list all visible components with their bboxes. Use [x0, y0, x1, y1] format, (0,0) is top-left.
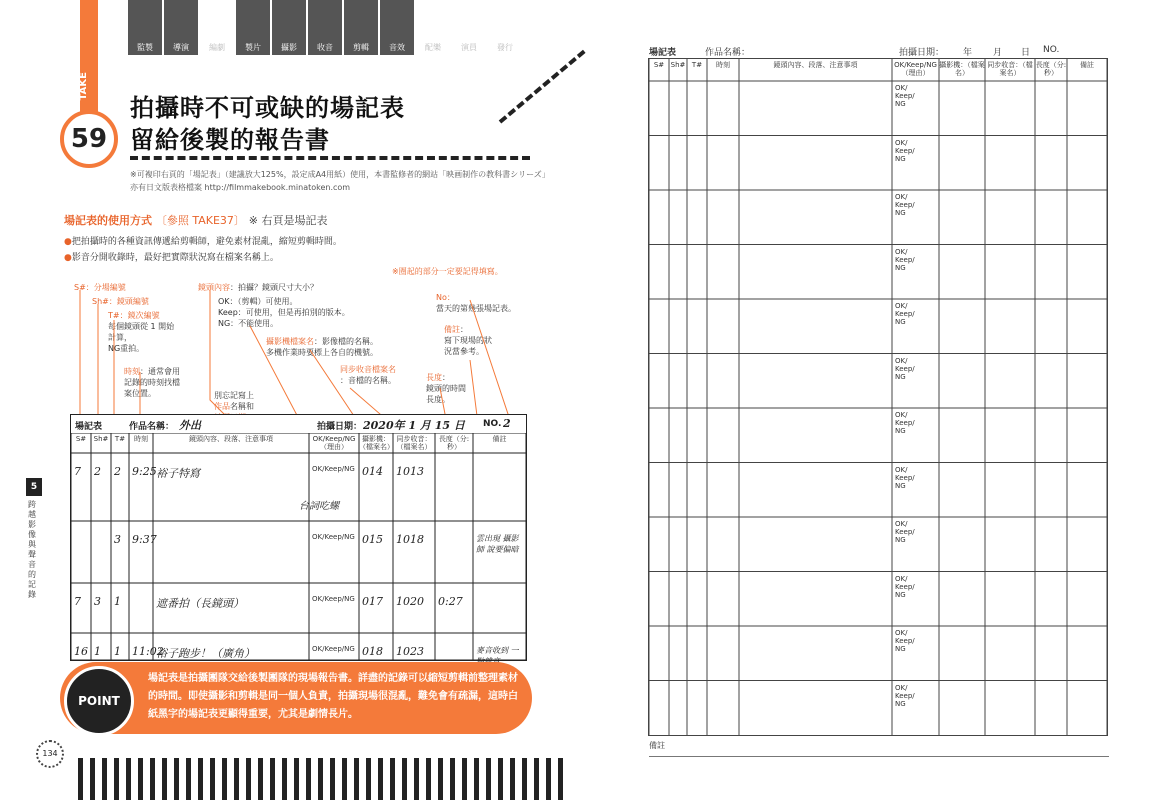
blank-shot-log-table — [648, 58, 1108, 736]
barcode-bar — [282, 758, 287, 800]
status-option-cell — [895, 84, 915, 108]
role-tab: 發行 — [488, 0, 522, 55]
role-tab: 攝影 — [272, 0, 306, 55]
status-option: NG — [895, 536, 906, 544]
sample-cell-status: OK/Keep/NG — [312, 465, 355, 473]
sample-column-header: 攝影機：（檔案名） — [359, 435, 394, 451]
chapter-title: 跨越影像與聲音的記錄 — [28, 500, 36, 599]
barcode-decoration — [78, 758, 570, 800]
status-option: NG — [895, 318, 906, 326]
status-option-cell — [895, 139, 915, 163]
sample-shot-log — [70, 414, 527, 661]
blank-column-header: Sh# — [670, 61, 686, 69]
status-option: Keep/ — [895, 146, 915, 155]
annotation-leaders — [0, 0, 600, 480]
barcode-bar — [174, 758, 179, 800]
status-option: NG — [895, 372, 906, 381]
barcode-bar — [78, 758, 83, 800]
status-option-cell — [895, 466, 915, 490]
status-option: NG — [895, 263, 906, 272]
blank-column-header: 鏡頭內容、段落、注意事項 — [773, 61, 858, 69]
status-option: OK/ — [895, 84, 908, 92]
bullet-item: ●影音分開收錄時，最好把實際狀況寫在檔案名稱上。 — [64, 253, 279, 263]
barcode-bar — [294, 758, 299, 800]
page-title-line1: 拍攝時不可或缺的場記表 — [130, 94, 405, 122]
barcode-bar — [390, 758, 395, 800]
barcode-bar — [318, 758, 323, 800]
barcode-bar — [186, 758, 191, 800]
sample-column-header: T# — [114, 435, 126, 443]
status-option-cell — [895, 193, 915, 217]
point-badge: POINT — [64, 666, 134, 736]
sample-cell-time: 9:37 — [132, 533, 157, 546]
sample-column-header: S# — [75, 435, 87, 443]
barcode-bar — [210, 758, 215, 800]
sample-cell-audio: 1013 — [396, 465, 424, 478]
status-option: OK/ — [895, 465, 908, 474]
sample-cell-scene: 7 — [74, 595, 81, 608]
sample-cell-content: 裕子特寫 — [156, 467, 200, 480]
ann-shot: Sh#：鏡頭編號 — [92, 297, 149, 306]
status-option: Keep/ — [895, 310, 915, 318]
status-option: OK/ — [895, 138, 908, 147]
barcode-bar — [366, 758, 371, 800]
sample-cell-status: OK/Keep/NG — [312, 595, 355, 603]
ann-audio-file: 同步收音檔案名 ：音檔的名稱。 — [340, 365, 396, 385]
sample-cell-audio: 1023 — [396, 645, 424, 658]
sample-cell-video: 018 — [362, 645, 383, 658]
footer-divider — [649, 756, 1109, 757]
sample-cell-shot: 2 — [94, 465, 101, 478]
ann-video-file: 攝影機檔案名：影像檔的名稱。 多機作業時要標上各自的機號。 — [266, 337, 378, 357]
role-tab: 製片 — [236, 0, 270, 55]
status-option-cell — [895, 302, 915, 326]
sample-column-header: 長度（分:秒） — [438, 435, 470, 451]
ann-scene: S#：分場編號 — [74, 283, 126, 292]
barcode-bar — [522, 758, 527, 800]
status-option: Keep/ — [895, 255, 915, 264]
ann-time: 時刻：通常會用 記錄的時刻找檔 案位置。 — [124, 367, 180, 398]
usage-heading-text: 場記表的使用方式 — [64, 214, 152, 227]
status-option-cell — [895, 575, 915, 599]
print-note: ※可複印右頁的「場記表」（建議放大125%，設定成A4用紙）使用，本書監修者的網站「映画制作の教科書シリーズ」亦有日文版表格檔案 http://filmmakebook.minatoken.com — [130, 170, 550, 192]
barcode-bar — [486, 758, 491, 800]
role-tab: 編劇 — [200, 0, 234, 55]
ann-no: No： 當天的第幾張場記表。 — [436, 293, 516, 313]
sample-cell-status: OK/Keep/NG — [312, 645, 355, 653]
role-tab: 配樂 — [416, 0, 450, 55]
barcode-bar — [126, 758, 131, 800]
barcode-bar — [102, 758, 107, 800]
blank-form-footer: 備註 — [649, 741, 665, 750]
sample-cell-scene: 7 — [74, 465, 81, 478]
ann-length: 長度： 鏡頭的時間 長度。 — [426, 373, 466, 404]
bullet-item: ●把拍攝時的各種資訊傳遞給剪輯師，避免素材混亂，縮短剪輯時間。 — [64, 237, 342, 247]
barcode-bar — [354, 758, 359, 800]
sample-column-header: 鏡頭內容、段落、注意事項 — [189, 435, 273, 443]
status-option: OK/ — [895, 302, 908, 310]
sample-column-header: 時刻 — [134, 435, 148, 443]
blank-column-header: 長度（分:秒） — [1035, 61, 1067, 77]
status-option-cell — [895, 520, 915, 544]
barcode-bar — [270, 758, 275, 800]
point-text: 場記表是拍攝團隊交給後製團隊的現場報告書。詳盡的記錄可以縮短剪輯前整理素材的時間。即使攝影和剪輯是同一個人負責，拍攝現場很混亂，難免會有疏漏，這時白紙黑字的場記表更顯得重要，尤其是劇情長片。 — [148, 673, 518, 720]
sample-cell-status: OK/Keep/NG — [312, 533, 355, 541]
status-option: Keep/ — [895, 637, 915, 645]
blank-column-header: T# — [691, 61, 703, 69]
barcode-bar — [222, 758, 227, 800]
ann-content: 鏡頭內容：拍攝？鏡頭尺寸大小？ — [198, 283, 318, 292]
barcode-bar — [198, 758, 203, 800]
barcode-bar — [438, 758, 443, 800]
sample-column-header: 備註 — [492, 435, 507, 443]
role-tab: 監製 — [128, 0, 162, 55]
status-option: OK/ — [895, 411, 908, 419]
status-option: NG — [895, 209, 906, 217]
barcode-bar — [162, 758, 167, 800]
blank-column-header: 攝影機：（檔案名） — [939, 61, 985, 77]
page-title-line2: 留給後製的報告書 — [130, 126, 330, 154]
sample-cell-take: 2 — [114, 465, 121, 478]
role-tab: 收音 — [308, 0, 342, 55]
barcode-bar — [378, 758, 383, 800]
blank-column-header: OK/Keep/NG（理由） — [894, 61, 937, 77]
sample-cell-length: 0:27 — [438, 595, 463, 608]
barcode-bar — [450, 758, 455, 800]
sample-cell-audio: 1020 — [396, 595, 424, 608]
blank-column-header: S# — [653, 61, 665, 69]
sample-cell-take: 3 — [114, 533, 121, 546]
status-option-cell — [895, 684, 915, 708]
barcode-bar — [534, 758, 539, 800]
barcode-bar — [474, 758, 479, 800]
usage-ref: 〔參照 TAKE37〕 — [155, 214, 245, 227]
status-option: Keep/ — [895, 528, 915, 536]
status-option: Keep/ — [895, 691, 915, 700]
sample-cell-content: 裕子跑步！（廣角） — [156, 647, 255, 660]
sample-cell-video: 017 — [362, 595, 383, 608]
role-tab: 導演 — [164, 0, 198, 55]
barcode-bar — [462, 758, 467, 800]
sample-cell-video: 015 — [362, 533, 383, 546]
barcode-bar — [138, 758, 143, 800]
barcode-bar — [90, 758, 95, 800]
status-option: Keep/ — [895, 364, 915, 373]
status-option: NG — [895, 427, 906, 435]
status-option: NG — [895, 590, 906, 599]
ann-take: T#：鏡次編號 每個鏡頭從 1 開始 計算， NG重拍。 — [108, 311, 175, 353]
status-option: NG — [895, 154, 906, 163]
status-option: OK/ — [895, 247, 908, 256]
sample-cell-audio: 1018 — [396, 533, 424, 546]
barcode-bar — [306, 758, 311, 800]
sample-cell-content: 遮番拍（長鏡頭） — [156, 597, 244, 610]
barcode-bar — [546, 758, 551, 800]
blank-column-header: 備註 — [1080, 61, 1094, 69]
barcode-bar — [342, 758, 347, 800]
barcode-bar — [330, 758, 335, 800]
sample-cell-reason: 台詞吃螺 — [299, 501, 339, 512]
role-tab: 音效 — [380, 0, 414, 55]
blank-column-header: 同步收音：（檔案名） — [987, 61, 1033, 77]
status-option: NG — [895, 481, 906, 490]
barcode-bar — [558, 758, 563, 800]
sample-cell-time: 9:25 — [132, 465, 157, 478]
barcode-bar — [258, 758, 263, 800]
sample-cell-take: 1 — [114, 645, 121, 658]
status-option: Keep/ — [895, 582, 915, 591]
blank-column-header: 時刻 — [716, 61, 730, 69]
status-option: Keep/ — [895, 201, 915, 209]
page-number: 134 — [36, 740, 64, 768]
status-option-cell — [895, 357, 915, 381]
take-number: 59 — [60, 110, 118, 168]
sample-cell-remark: 麥音收到 一 — [476, 646, 519, 655]
barcode-bar — [510, 758, 515, 800]
barcode-bar — [414, 758, 419, 800]
barcode-bar — [498, 758, 503, 800]
sample-cell-video: 014 — [362, 465, 383, 478]
status-option: OK/ — [895, 193, 908, 201]
status-option-cell — [895, 629, 915, 653]
sample-column-header: 同步收音：（檔案名） — [396, 435, 432, 451]
role-tab: 演員 — [452, 0, 486, 55]
sample-cell-shot: 1 — [94, 645, 101, 658]
status-option: OK/ — [895, 520, 908, 528]
barcode-bar — [246, 758, 251, 800]
status-option: NG — [895, 645, 906, 653]
status-option: Keep/ — [895, 473, 915, 482]
barcode-bar — [402, 758, 407, 800]
sample-cell-shot: 3 — [94, 595, 101, 608]
status-option-cell — [895, 248, 915, 272]
usage-note: ※ 右頁是場記表 — [248, 214, 328, 227]
status-option: NG — [895, 699, 906, 708]
sample-column-header: Sh# — [93, 435, 109, 443]
barcode-bar — [426, 758, 431, 800]
sample-form-header: 場記表 作品名稱： 外出 拍攝日期： 2020年 1 月 15 日 NO. 2 — [75, 417, 511, 432]
barcode-bar — [150, 758, 155, 800]
status-option-cell — [895, 411, 915, 435]
ann-circled-note: ※圈起的部分一定要記得填寫。 — [392, 267, 503, 276]
sample-cell-time: 11:02 — [132, 645, 164, 658]
role-tab: 剪輯 — [344, 0, 378, 55]
barcode-bar — [234, 758, 239, 800]
sample-column-header: OK/Keep/NG（理由） — [312, 435, 356, 451]
status-option: Keep/ — [895, 92, 915, 100]
status-option: Keep/ — [895, 419, 915, 427]
ann-forget: 別忘記寫上 作品名稱和 — [214, 391, 254, 411]
status-option: NG — [895, 100, 906, 108]
status-option: OK/ — [895, 683, 908, 692]
take-label: TAKE — [78, 72, 89, 101]
ann-remarks: 備註： 寫下現場的狀 況當參考。 — [444, 325, 492, 356]
sample-cell-take: 1 — [114, 595, 121, 608]
blank-grid — [649, 59, 1107, 735]
status-option: OK/ — [895, 356, 908, 365]
ann-status: OK：（剪輯）可使用。 Keep：可使用，但是再拍別的版本。 NG：不能使用。 — [218, 297, 350, 328]
sample-cell-scene: 16 — [74, 645, 88, 658]
chapter-number: 5 — [26, 478, 42, 496]
barcode-bar — [114, 758, 119, 800]
status-option: OK/ — [895, 629, 908, 637]
sample-cell-remark: 雲出現 攝影師 說要偏暗 — [476, 534, 519, 554]
status-option: OK/ — [895, 574, 908, 583]
